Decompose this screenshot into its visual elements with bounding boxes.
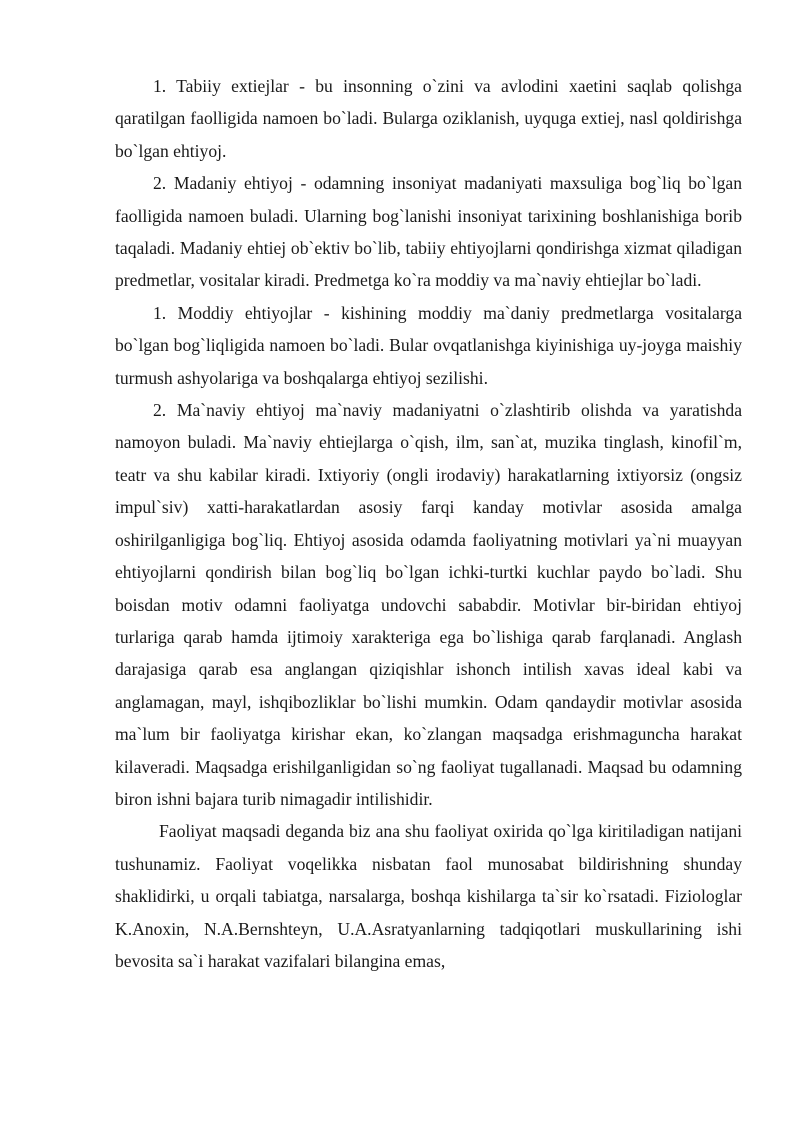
paragraph-cultural-needs: 2. Madaniy ehtiyoj - odamning insoniyat madaniyati maxsuliga bog`liq bo`lgan faolligida namoen buladi. Ularning bog`lanishi insoniyat tarixining boshlanishiga borib taqaladi. Madaniy ehtiej ob`ektiv bo`lib, tabiiy ehtiyojlarni qondirishga xizmat qiladigan predmetlar, vositalar kiradi. Predmetga ko`ra moddiy va ma`naviy ehtiejlar bo`ladi.	[115, 173, 742, 291]
paragraph-activity-goal: Faoliyat maqsadi deganda biz ana shu faoliyat oxirida qo`lga kiritiladigan natijani tushunamiz. Faoliyat voqelikka nisbatan faol munosabat bildirishning shunday shaklidirki, u orqali tabiatga, narsalarga, boshqa kishilarga ta`sir ko`rsatadi. Fiziologlar K.Anoxin, N.A.Bernshteyn, U.A.Asratyanlarning tadqiqotlari muskullarining ishi bevosita sa`i harakat vazifalari bilangina emas,	[115, 821, 742, 971]
paragraph-spiritual-needs: 2. Ma`naviy ehtiyoj ma`naviy madaniyatni o`zlashtirib olishda va yaratishda namoyon buladi. Ma`naviy ehtiejlarga o`qish, ilm, san`at, muzika tinglash, kinofil`m, teatr va shu kabilar kiradi. Ixtiyoriy (ongli irodaviy) harakatlarning ixtiyorsiz (ongsiz impul`siv) xatti-harakatlardan asosiy farqi kanday motivlar asosida amalga oshirilganligiga bog`liq. Ehtiyoj asosida odamda faoliyatning motivlari ya`ni muayyan ehtiyojlarni qondirish bilan bog`liq bo`lgan ichki-turtki kuchlar paydo bo`ladi. Shu boisdan motiv odamni faoliyatga undovchi sababdir. Motivlar bir-biridan ehtiyoj turlariga qarab hamda ijtimoiy xarakteriga ega bo`lishiga qarab farqlanadi. Anglash darajasiga qarab esa anglangan qiziqishlar ishonch intilish xavas ideal kabi va anglamagan, mayl, ishqibozliklar bo`lishi mumkin. Odam qandaydir motivlar asosida ma`lum bir faoliyatga kirishar ekan, ko`zlangan maqsadga erishmaguncha harakat kilaveradi. Maqsadga erishilganligidan so`ng faoliyat tugallanadi. Maqsad bu odamning biron ishni bajara turib nimagadir intilishidir.	[115, 400, 742, 809]
paragraph-material-needs: 1. Moddiy ehtiyojlar - kishining moddiy ma`daniy predmetlarga vositalarga bo`lgan bog`liqligida namoen bo`ladi. Bular ovqatlanishga kiyinishiga uy-joyga maishiy turmush ashyolariga va boshqalarga ehtiyoj sezilishi.	[115, 302, 742, 388]
paragraph-natural-needs: 1. Tabiiy extiejlar - bu insonning o`zini va avlodini xaetini saqlab qolishga qaratilgan faolligida namoen bo`ladi. Bularga oziklanish, uyquga extiej, nasl qoldirishga bo`lgan ehtiyoj.	[115, 76, 742, 161]
document-page	[115, 70, 742, 977]
